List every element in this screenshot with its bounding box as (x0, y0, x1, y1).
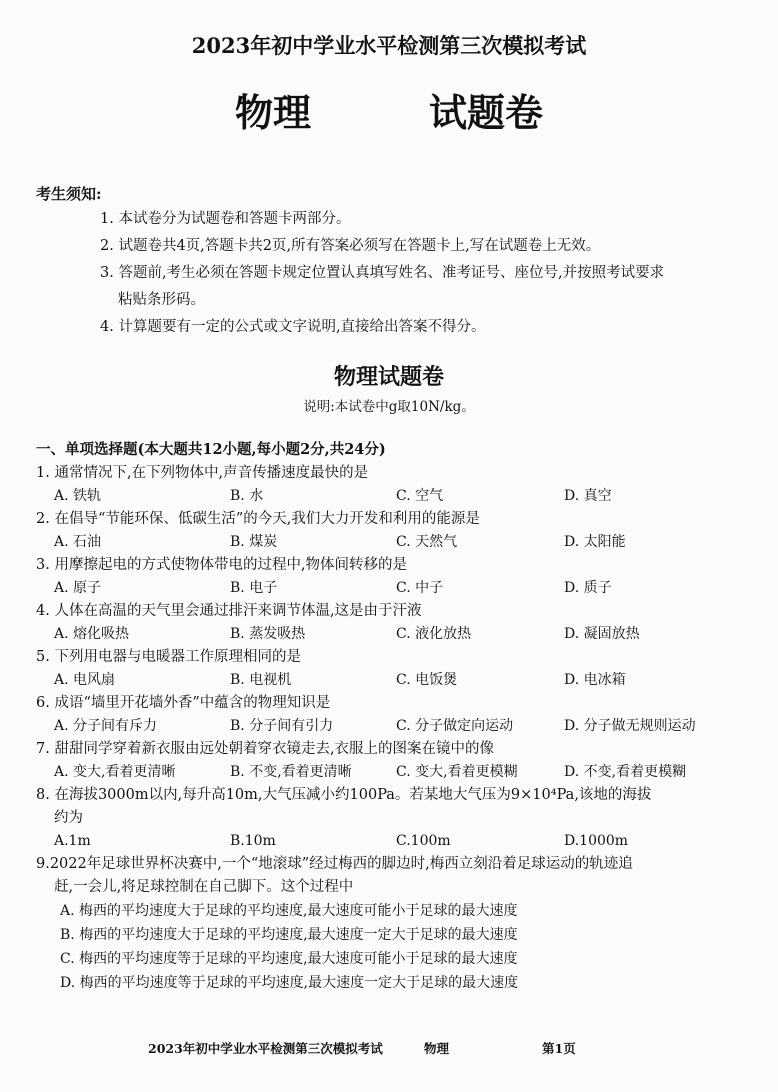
part-heading: 一、单项选择题(本大题共12小题,每小题2分,共24分) (36, 441, 386, 458)
question-stem-line: 9.2022年足球世界杯决赛中,一个“地滚球”经过梅西的脚边时,梅西立刻沿着足球运动的轨迹追 (36, 856, 633, 872)
option-a: A. 变大,看着更清晰 (54, 764, 176, 780)
question-stem: 1. 通常情况下,在下列物体中,声音传播速度最快的是 (36, 465, 369, 481)
exam-title: 2023年初中学业水平检测第三次模拟考试 (191, 33, 587, 58)
question-list (36, 462, 756, 995)
option-b: B. 蒸发吸热 (230, 626, 306, 642)
option-b: B. 不变,看着更清晰 (230, 764, 352, 780)
footer-title: 2023年初中学业水平检测第三次模拟考试 (148, 1041, 383, 1056)
option-b: B. 电子 (230, 580, 278, 596)
option-c: C. 分子做定向运动 (396, 718, 514, 734)
option-c: C. 梅西的平均速度等于足球的平均速度,最大速度可能小于足球的最大速度 (60, 951, 518, 967)
option-d: D.1000m (564, 833, 629, 849)
option-b: B. 煤炭 (230, 534, 278, 550)
option-c: C.100m (396, 833, 451, 849)
option-c: C. 液化放热 (396, 626, 472, 642)
option-a: A. 分子间有斥力 (54, 718, 158, 734)
option-d: D. 不变,看着更模糊 (564, 764, 687, 780)
option-a: A. 铁轨 (54, 488, 102, 504)
option-a: A. 原子 (54, 580, 102, 596)
option-d: D. 凝固放热 (564, 626, 640, 642)
option-d: D. 分子做无规则运动 (564, 718, 696, 734)
subject-title (0, 82, 778, 137)
option-c: C. 空气 (396, 488, 444, 504)
notice-item (100, 206, 750, 233)
notice-item (100, 233, 750, 260)
section-note: 说明:本试卷中g取10N/kg。 (303, 399, 475, 415)
notice-line: 2. 试题卷共4页,答题卡共2页,所有答案必须写在答题卡上,写在试题卷上无效。 (100, 238, 601, 254)
option-d: D. 真空 (564, 488, 612, 504)
question-stem: 2. 在倡导“节能环保、低碳生活”的今天,我们大力开发和利用的能源是 (36, 511, 480, 527)
notice-line-continued: 粘贴条形码。 (118, 292, 205, 308)
option-b: B. 分子间有引力 (230, 718, 334, 734)
option-c: C. 电饭煲 (396, 672, 458, 688)
question-stem: 3. 用摩擦起电的方式使物体带电的过程中,物体间转移的是 (36, 557, 408, 573)
option-d: D. 梅西的平均速度等于足球的平均速度,最大速度一定大于足球的最大速度 (60, 975, 519, 991)
options-row (36, 830, 756, 853)
options-row (36, 485, 756, 508)
options-column (36, 899, 756, 995)
question-stem: 5. 下列用电器与电暖器工作原理相同的是 (36, 649, 301, 665)
question-stem-continued: 约为 (54, 810, 83, 826)
notice-item (100, 314, 750, 341)
notice-heading: 考生须知: (36, 185, 102, 203)
option-a: A. 梅西的平均速度大于足球的平均速度,最大速度可能小于足球的最大速度 (60, 903, 518, 919)
question-stem-continued: 赶,一会儿,将足球控制在自己脚下。这个过程中 (54, 879, 354, 895)
options-row (36, 623, 756, 646)
subject-name: 物理 (234, 90, 311, 135)
notice-line: 1. 本试卷分为试题卷和答题卡两部分。 (100, 211, 351, 227)
question-stem (36, 853, 756, 899)
footer-subject: 物理 (424, 1041, 450, 1056)
options-row (36, 577, 756, 600)
question-stem (36, 784, 756, 830)
option-d: D. 质子 (564, 580, 612, 596)
option-a: A. 石油 (54, 534, 102, 550)
paper-type: 试题卷 (429, 90, 544, 135)
option-b: B. 梅西的平均速度大于足球的平均速度,最大速度一定大于足球的最大速度 (60, 927, 518, 943)
section-title: 物理试题卷 (333, 364, 444, 390)
option-c: C. 中子 (396, 580, 444, 596)
notice-line: 4. 计算题要有一定的公式或文字说明,直接给出答案不得分。 (100, 319, 486, 335)
option-d: D. 电冰箱 (564, 672, 626, 688)
notice-list (100, 206, 750, 341)
option-c: C. 变大,看着更模糊 (396, 764, 518, 780)
option-b: B. 电视机 (230, 672, 292, 688)
option-b: B.10m (230, 833, 276, 849)
options-row (36, 531, 756, 554)
option-a: A. 熔化吸热 (54, 626, 130, 642)
options-row (36, 715, 756, 738)
notice-line: 3. 答题前,考生必须在答题卡规定位置认真填写姓名、准考证号、座位号,并按照考试要求 (100, 265, 665, 281)
option-a: A. 电风扇 (54, 672, 116, 688)
question-stem-line: 8. 在海拔3000m以内,每升高10m,大气压减小约100Pa。若某地大气压为9×10⁴Pa,该地的海拔 (36, 787, 652, 803)
options-row (36, 669, 756, 692)
question-stem: 4. 人体在高温的天气里会通过排汗来调节体温,这是由于汗液 (36, 603, 422, 619)
option-c: C. 天然气 (396, 534, 458, 550)
option-b: B. 水 (230, 488, 264, 504)
option-a: A.1m (54, 833, 91, 849)
page-number: 第1页 (542, 1041, 576, 1056)
option-d: D. 太阳能 (564, 534, 626, 550)
options-row (36, 761, 756, 784)
notice-item (100, 260, 750, 314)
question-stem: 7. 甜甜同学穿着新衣服由远处朝着穿衣镜走去,衣服上的图案在镜中的像 (36, 741, 495, 757)
question-stem: 6. 成语“墙里开花墙外香”中蕴含的物理知识是 (36, 695, 331, 711)
